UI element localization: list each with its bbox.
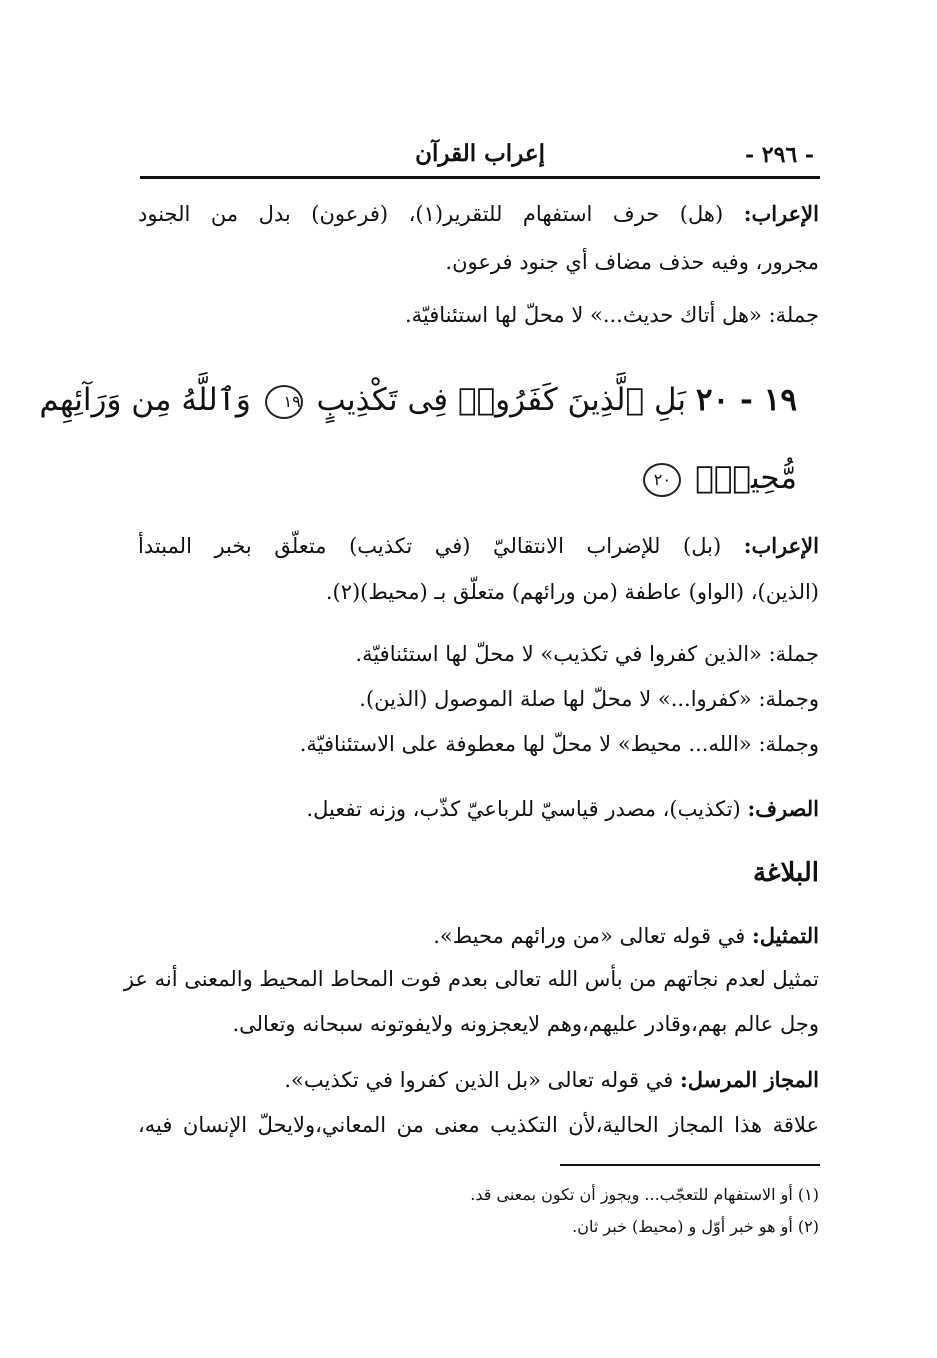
- verse-end-marker-20: ٢٠: [643, 463, 681, 497]
- jumla-1-line: [138, 640, 819, 668]
- irab-label-2: الإعراب:: [743, 533, 819, 558]
- majaz-intro-line: [138, 1066, 819, 1094]
- jumla-3-line: [138, 730, 819, 758]
- sarf-line: [138, 795, 819, 823]
- jumla-2-label: وجملة:: [758, 687, 819, 711]
- footnote-2: (٢) أو هو خبر أوّل و (محيط) خبر ثان.: [572, 1217, 819, 1236]
- book-title: إعراب القرآن: [415, 140, 545, 167]
- jumla-text: «هل أتاك حديث...» لا محلّ لها استئنافيّة.: [404, 303, 762, 327]
- irab-text: (هل) حرف استفهام للتقرير(١)، (فرعون) بدل من الجنود: [138, 202, 724, 226]
- tamthil-intro: في قوله تعالى «من ورائهم محيط».: [433, 924, 746, 948]
- tamthil-label: التمثيل:: [751, 923, 819, 948]
- irab-label: الإعراب:: [743, 201, 819, 226]
- irab-paragraph-1-line-1: [138, 200, 819, 228]
- jumla-1-text: «الذين كفروا في تكذيب» لا محلّ لها استئنافيّة.: [355, 642, 762, 666]
- jumla-label: جملة:: [768, 303, 819, 327]
- tamthil-line-1: تمثيل لعدم نجاتهم من بأس الله تعالى بعدم فوت المحاط المحيط والمعنى أنه عز: [123, 967, 819, 991]
- verse-text-part-2: وَٱللَّهُ مِن وَرَآئِهِم: [39, 382, 251, 418]
- sarf-label: الصرف:: [747, 796, 819, 821]
- footnote-rule: [560, 1164, 820, 1166]
- jumla-2-line: [138, 685, 819, 713]
- majaz-intro: في قوله تعالى «بل الذين كفروا في تكذيب».: [284, 1068, 674, 1092]
- jumla-1-label: جملة:: [768, 642, 819, 666]
- verse-end-marker-19: ١٩: [265, 385, 303, 419]
- verse-line-2: [185, 458, 797, 498]
- footnote-1: (١) أو الاستفهام للتعجّب... ويجوز أن تكون بمعنى قد.: [470, 1185, 819, 1204]
- majaz-line-1: علاقة هذا المجاز الحالية،لأن التكذيب معنى من المعاني،ولايحلّ الإنسان فيه،: [138, 1113, 819, 1137]
- verse-number: ١٩ - ٢٠: [695, 382, 797, 418]
- majaz-label: المجاز المرسل:: [680, 1067, 819, 1092]
- jumla-line: [138, 301, 819, 329]
- page-number: - ٢٩٦ -: [744, 142, 814, 168]
- irab-paragraph-2-line-1: [138, 532, 819, 560]
- irab-text-2: (بل) للإضراب الانتقاليّ (في تكذيب) متعلّق بخبر المبتدأ: [138, 534, 722, 558]
- irab-paragraph-2-line-2: (الذين)، (الواو) عاطفة (من ورائهم) متعلّق بـ (محيط)(٢).: [325, 580, 819, 604]
- jumla-3-label: وجملة:: [758, 732, 819, 756]
- jumla-3-text: «الله... محيط» لا محلّ لها معطوفة على الاستئنافيّة.: [299, 732, 752, 756]
- irab-paragraph-1-line-2: مجرور، وفيه حذف مضاف أي جنود فرعون.: [445, 250, 819, 274]
- tamthil-intro-line: [138, 922, 819, 950]
- tamthil-line-2: وجل عالم بهم،وقادر عليهم،وهم لايعجزونه ولايفوتونه سبحانه وتعالى.: [232, 1012, 819, 1036]
- verse-line-1: [39, 380, 797, 420]
- verse-text-part-1: بَلِ ٱلَّذِينَ كَفَرُوا۟ فِى تَكْذِيبٍ: [316, 382, 687, 418]
- header-rule: [140, 176, 820, 179]
- jumla-2-text: «كفروا...» لا محلّ لها صلة الموصول (الذين).: [359, 687, 752, 711]
- balagha-heading: البلاغة: [752, 858, 819, 888]
- page-header: [140, 138, 820, 176]
- verse-text-part-3: مُّحِيطٌۢ: [695, 460, 797, 496]
- sarf-text: (تكذيب)، مصدر قياسيّ للرباعيّ كذّب، وزنه تفعيل.: [306, 797, 741, 821]
